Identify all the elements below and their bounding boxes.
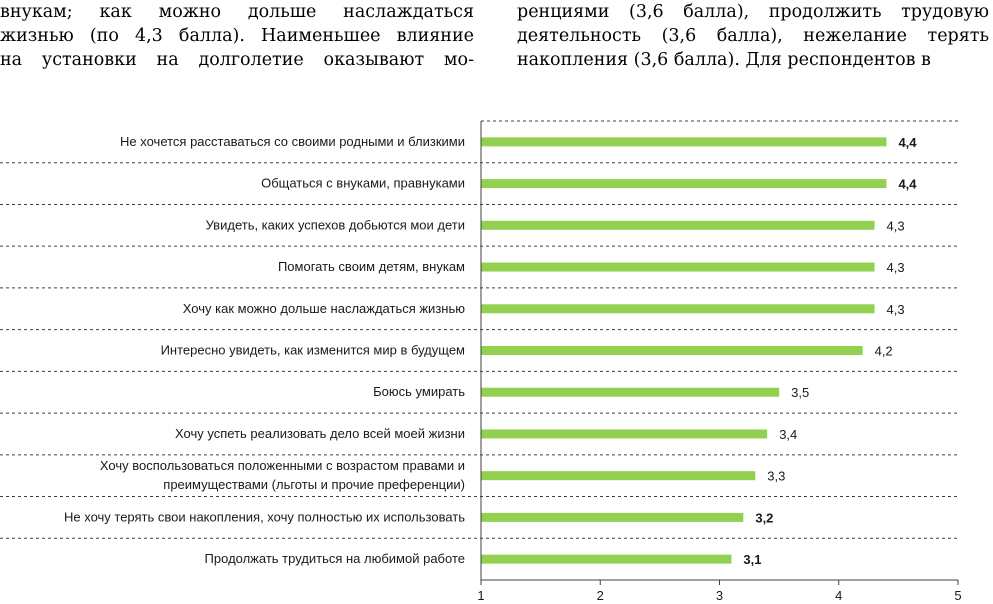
value-label: 3,5 [791, 385, 810, 401]
value-label: 4,3 [886, 218, 905, 234]
bar [481, 555, 731, 564]
value-label: 4,3 [886, 260, 905, 276]
bar [481, 471, 755, 480]
x-tick-label: 4 [835, 588, 843, 603]
text-line: накопления (3,6 балла). Для респондентов в [517, 50, 931, 70]
category-label: преимуществами (льготы и прочие преференции) [163, 477, 465, 493]
bar [481, 221, 875, 230]
value-label: 4,4 [898, 134, 917, 150]
value-label: 4,3 [886, 301, 905, 317]
category-label: Хочу как можно дольше наслаждаться жизнью [182, 300, 465, 316]
bar [481, 179, 886, 188]
category-label: Общаться с внуками, правнуками [261, 175, 465, 191]
category-label: Увидеть, каких успехов добьются мои дети [205, 217, 465, 233]
category-label: Продолжать трудиться на любимой работе [204, 551, 465, 567]
x-axis [477, 121, 961, 603]
x-tick-label: 2 [596, 588, 604, 603]
category-label: Хочу воспользоваться положенными с возрастом правами и [99, 458, 465, 474]
bars [481, 137, 886, 563]
x-tick-label: 1 [477, 588, 485, 603]
text-line: ренциями (3,6 балла), продолжить трудовую [517, 2, 989, 22]
value-label: 3,3 [767, 468, 786, 484]
value-label: 4,2 [874, 343, 893, 359]
value-label: 3,4 [779, 426, 798, 442]
text-line: на установки на долголетие оказывают мо- [0, 50, 474, 70]
text-line: внукам; как можно дольше наслаждаться [0, 2, 474, 22]
x-tick-label: 3 [715, 588, 724, 603]
x-tick-label: 5 [954, 588, 962, 603]
bar [481, 513, 743, 522]
bar [481, 388, 779, 397]
category-label: Боюсь умирать [373, 384, 465, 400]
category-label: Помогать своим детям, внукам [277, 259, 465, 275]
category-label: Хочу успеть реализовать дело всей моей жизни [175, 425, 465, 441]
bar [481, 263, 875, 272]
category-label: Интересно увидеть, как изменится мир в будущем [160, 342, 465, 358]
bar [481, 304, 875, 313]
text-line: жизнью (по 4,3 балла). Наименьшее влияние [0, 26, 474, 46]
text-line: деятельность (3,6 балла), нежелание терять [517, 26, 989, 46]
bar [481, 137, 886, 146]
value-label: 4,4 [898, 176, 917, 192]
category-label: Не хочется расставаться со своими родными и близкими [120, 133, 465, 149]
bar [481, 346, 863, 355]
category-label: Не хочу терять свои накопления, хочу полностью их использовать [63, 509, 465, 525]
value-label: 3,1 [743, 552, 762, 568]
bar [481, 429, 767, 438]
value-label: 3,2 [755, 510, 774, 526]
category-labels [64, 134, 465, 566]
